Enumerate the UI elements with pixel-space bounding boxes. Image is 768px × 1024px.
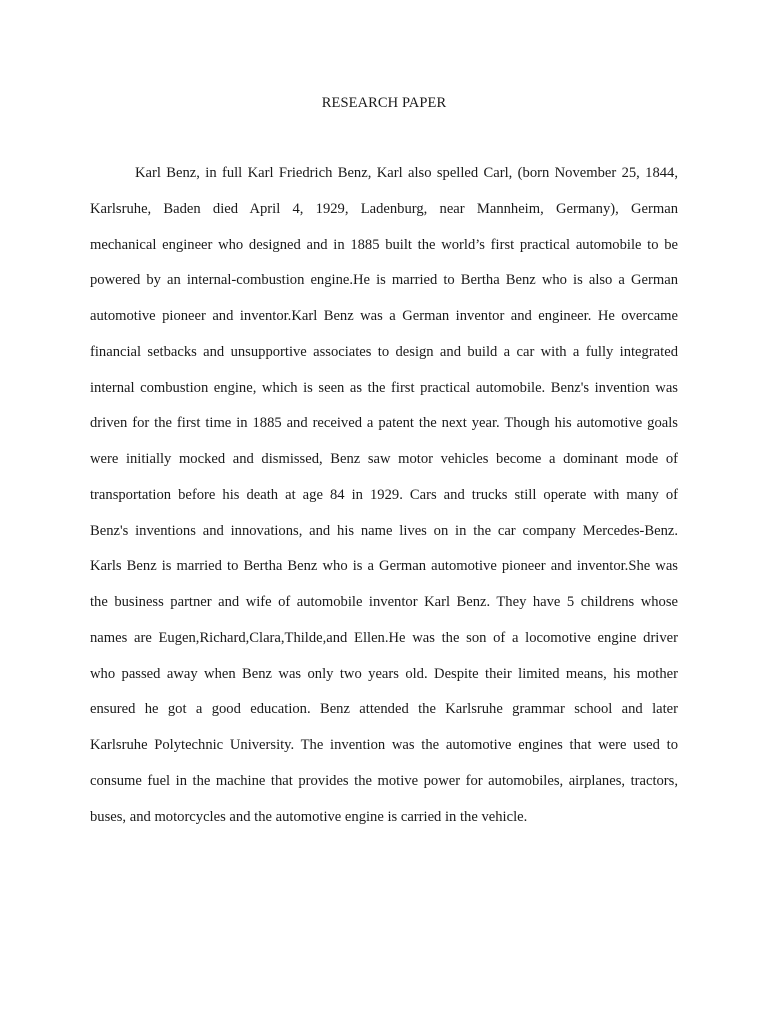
- paragraph-line: powered by an internal-combustion engine.He is married to Bertha Benz who is also a German: [90, 272, 678, 289]
- paragraph-line: names are Eugen,Richard,Clara,Thilde,and Ellen.He was the son of a locomotive engine driver: [90, 629, 678, 646]
- paragraph-line: internal combustion engine, which is seen as the first practical automobile. Benz's invention was: [90, 379, 678, 396]
- paragraph-line: buses, and motorcycles and the automotive engine is carried in the vehicle.: [90, 808, 528, 825]
- paragraph-line: ensured he got a good education. Benz attended the Karlsruhe grammar school and later: [90, 701, 678, 718]
- paragraph-line: transportation before his death at age 84 in 1929. Cars and trucks still operate with many of: [90, 486, 678, 503]
- paragraph-line: financial setbacks and unsupportive associates to design and build a car with a fully integrated: [90, 343, 678, 360]
- paragraph-line: were initially mocked and dismissed, Benz saw motor vehicles become a dominant mode of: [90, 451, 678, 467]
- paragraph-line: driven for the first time in 1885 and received a patent the next year. Though his automotive goals: [90, 415, 678, 432]
- paragraph-line: Karl Benz, in full Karl Friedrich Benz, Karl also spelled Carl, (born November 25, 1844,: [135, 165, 678, 181]
- paragraph-line: automotive pioneer and inventor.Karl Benz was a German inventor and engineer. He overcame: [90, 308, 678, 324]
- paragraph-line: Benz's inventions and innovations, and his name lives on in the car company Mercedes-Benz.: [90, 522, 678, 539]
- paragraph-line: the business partner and wife of automobile inventor Karl Benz. They have 5 childrens whose: [90, 594, 678, 610]
- paragraph-line: Karlsruhe Polytechnic University. The invention was the automotive engines that were used to: [90, 737, 678, 753]
- paragraph-line: Karlsruhe, Baden died April 4, 1929, Ladenburg, near Mannheim, Germany), German: [90, 200, 678, 217]
- paragraph-line: consume fuel in the machine that provides the motive power for automobiles, airplanes, tractors,: [90, 772, 678, 789]
- page-title: RESEARCH PAPER: [321, 95, 447, 111]
- paragraph-line: who passed away when Benz was only two years old. Despite their limited means, his mother: [90, 665, 678, 682]
- paragraph-line: mechanical engineer who designed and in 1885 built the world’s first practical automobile to be: [90, 236, 678, 253]
- body-paragraph: [90, 163, 678, 842]
- paragraph-line: Karls Benz is married to Bertha Benz who is a German automotive pioneer and inventor.She was: [90, 558, 678, 575]
